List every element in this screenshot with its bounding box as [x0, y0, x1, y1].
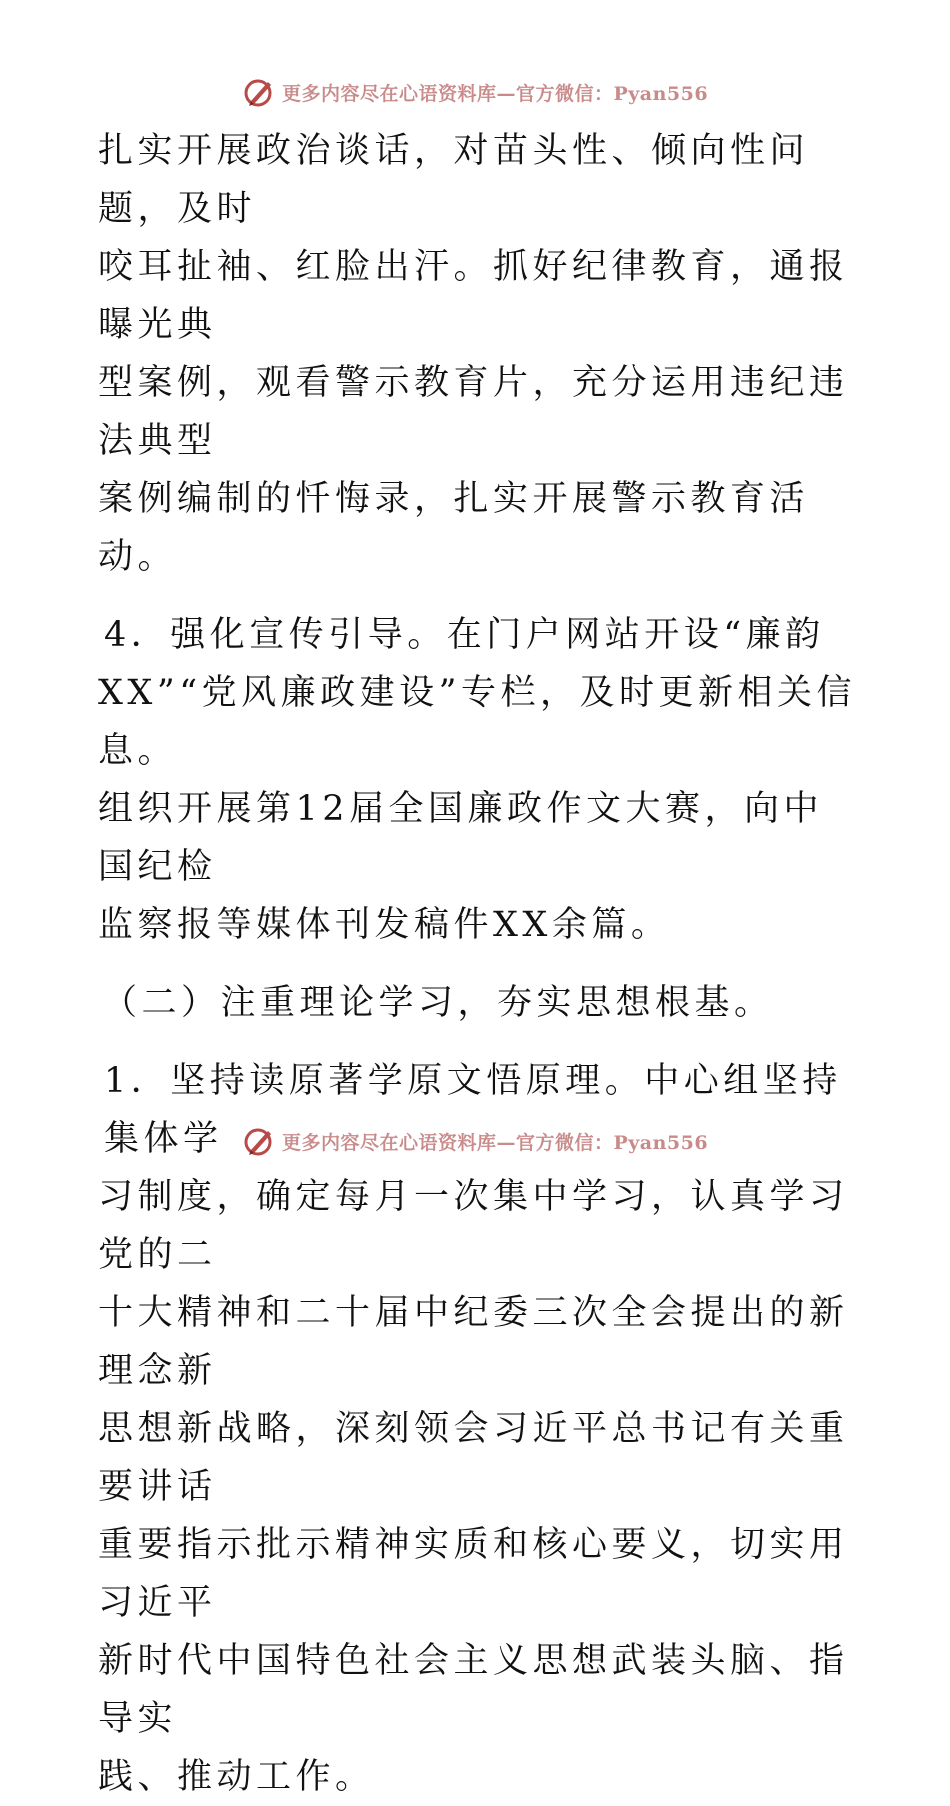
text-line: 监察报等媒体刊发稿件XX余篇。	[98, 905, 671, 945]
text-line: 咬耳扯袖、红脸出汗。抓好纪律教育，通报曝光典	[98, 247, 849, 345]
watermark-text: 更多内容尽在心语资料库—官方微信：Pyan556	[281, 82, 709, 105]
paragraph-discipline-education	[98, 122, 858, 586]
text-line: 习制度，确定每月一次集中学习，认真学习党的二	[98, 1177, 849, 1275]
paragraph-publicity	[98, 606, 858, 954]
text-line: 案例编制的忏悔录，扎实开展警示教育活动。	[98, 479, 810, 577]
watermark-text: 更多内容尽在心语资料库—官方微信：Pyan556	[281, 1131, 709, 1154]
text-line: 十大精神和二十届中纪委三次全会提出的新理念新	[98, 1293, 849, 1391]
paragraph-theory-study	[98, 1052, 858, 1806]
text-line: 型案例，观看警示教育片，充分运用违纪违法典型	[98, 363, 849, 461]
text-line: 践、推动工作。	[98, 1757, 375, 1797]
text-line: 扎实开展政治谈话，对苗头性、倾向性问题，及时	[98, 131, 810, 229]
pen-circle-logo-icon	[242, 1124, 276, 1158]
pen-circle-logo-icon	[242, 75, 276, 109]
text-line: 组织开展第12届全国廉政作文大赛，向中国纪检	[98, 789, 824, 887]
text-line: 新时代中国特色社会主义思想武装头脑、指导实	[98, 1641, 849, 1739]
header-watermark	[0, 72, 950, 112]
text-line: 思想新战略，深刻领会习近平总书记有关重要讲话	[98, 1409, 849, 1507]
text-line: 1．坚持读原著学原文悟原理。中心组坚持集体学	[104, 1061, 842, 1159]
text-line: XX”“党风廉政建设”专栏，及时更新相关信息。	[98, 673, 857, 771]
text-line: 重要指示批示精神实质和核心要义，切实用习近平	[98, 1525, 849, 1623]
document-body	[98, 122, 858, 1806]
section-heading: （二）注重理论学习，夯实思想根基。	[102, 983, 774, 1023]
text-line: 4．强化宣传引导。在门户网站开设“廉韵	[104, 615, 825, 655]
footer-watermark	[0, 1121, 950, 1161]
